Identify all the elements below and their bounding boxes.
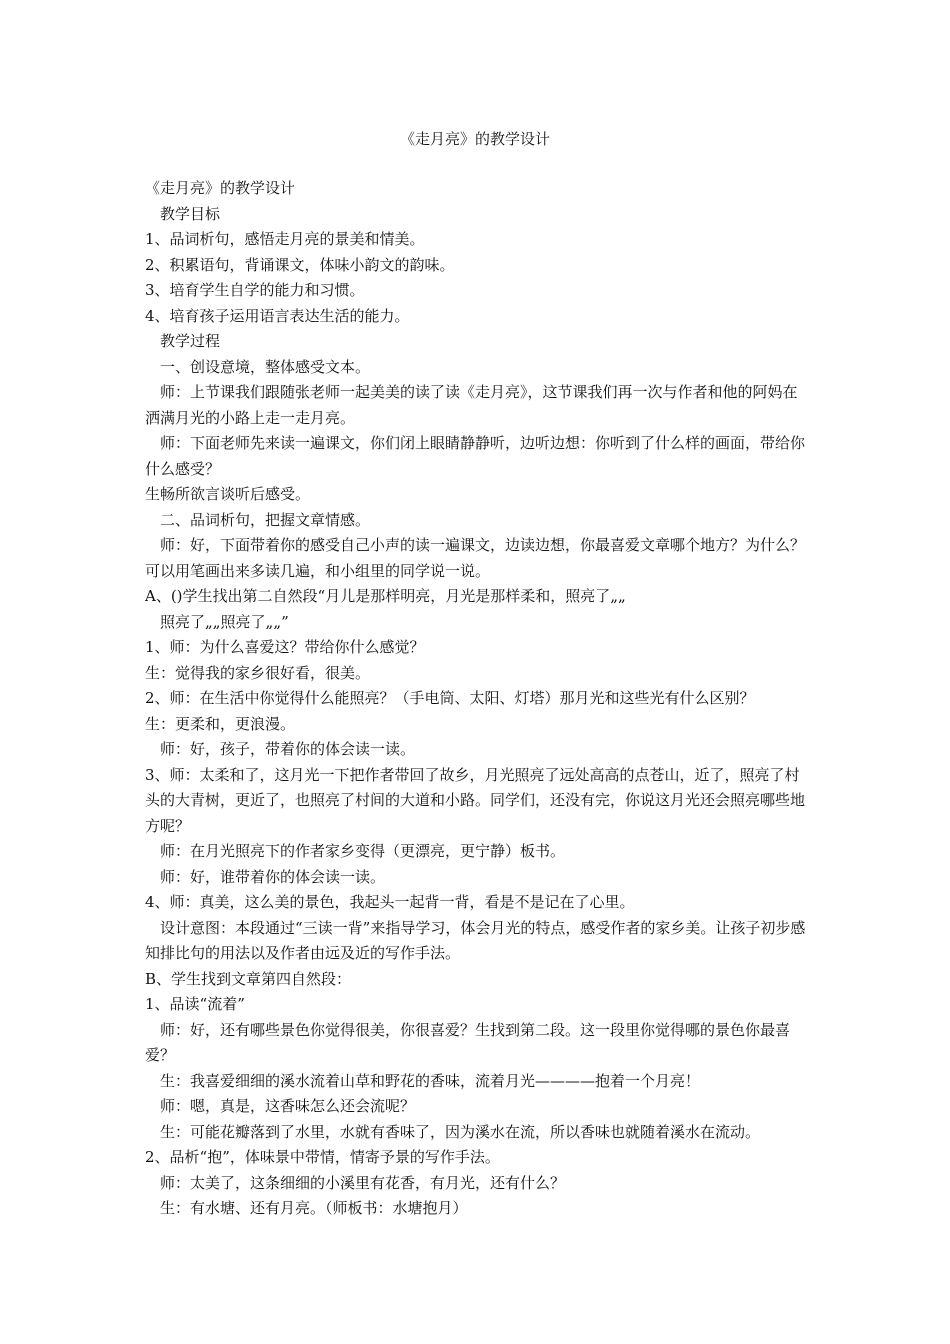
page-title: 《走月亮》的教学设计 (399, 130, 550, 148)
paragraph: 师：太美了，这条细细的小溪里有花香，有月光，还有什么？ (160, 1173, 566, 1192)
paragraph: 师：上节课我们跟随张老师一起美美的读了读《走月亮》，这节课我们再一次与作者和他的阿妈在洒满月光的小路上走一走月亮。 (145, 383, 798, 427)
paragraph: 1、品词析句，感悟走月亮的景美和情美。 (145, 230, 425, 248)
paragraph: 4、培育孩子运用语言表达生活的能力。 (145, 306, 410, 325)
paragraph: 师：在月光照亮下的作者家乡变得（更漂亮，更宁静）板书。 (160, 842, 566, 860)
paragraph: 师：嗯，真是，这香味怎么还会流呢？ (160, 1097, 416, 1115)
paragraph: B、学生找到文章第四自然段： (145, 969, 352, 988)
paragraph: 师：好，谁带着你的体会读一读。 (160, 867, 386, 886)
paragraph: 2、积累语句，背诵课文，体味小韵文的韵味。 (145, 255, 455, 274)
paragraph: 1、师：为什么喜爱这？带给你什么感觉？ (145, 638, 425, 656)
paragraph: 生：可能花瓣落到了水里，水就有香味了，因为溪水在流，所以香味也就随着溪水在流动。 (160, 1122, 761, 1141)
document-body (145, 176, 807, 1222)
paragraph: 《走月亮》的教学设计 (145, 179, 296, 197)
paragraph: 生：觉得我的家乡很好看，很美。 (145, 663, 371, 682)
paragraph: 2、品析“抱”，体味景中带情，情寄予景的写作手法。 (145, 1148, 500, 1166)
paragraph: 一、创设意境，整体感受文本。 (160, 357, 371, 376)
paragraph: 生畅所欲言谈听后感受。 (145, 485, 311, 503)
paragraph: 1、品读“流着” (145, 995, 245, 1013)
paragraph: 生：有水塘、还有月亮。（师板书：水塘抱月） (160, 1199, 468, 1217)
paragraph: 师：好，下面带着你的感受自己小声的读一遍课文，边读边想，你最喜爱文章哪个地方？为什么？可以用笔画出来多读几遍，和小组里的同学说一说。 (145, 536, 806, 580)
paragraph: 4、师：真美，这么美的景色，我起头一起背一背，看是不是记在了心里。 (145, 893, 635, 911)
paragraph: 3、师：太柔和了，这月光一下把作者带回了故乡，月光照亮了远处高高的点苍山，近了，照亮了村头的大青树，更近了，也照亮了村间的大道和小路。同学们，还没有完，你说这月光还会照亮哪些地方呢？ (145, 765, 806, 835)
paragraph: 生：我喜爱细细的溪水流着山草和野花的香味，流着月光————抱着一个月亮！ (160, 1071, 701, 1090)
paragraph: 教学目标 (160, 204, 221, 223)
paragraph: 2、师：在生活中你觉得什么能照亮？（手电筒、太阳、灯塔）那月光和这些光有什么区别？ (145, 689, 755, 707)
paragraph: 生：更柔和，更浪漫。 (145, 714, 296, 733)
paragraph: 师：下面老师先来读一遍课文，你们闭上眼睛静静听，边听边想：你听到了什么样的画面，带给你什么感受？ (145, 434, 806, 478)
paragraph: 二、品词析句，把握文章情感。 (160, 510, 371, 529)
paragraph: A、()学生找出第二自然段“月儿是那样明亮，月光是那样柔和，照亮了„„ (145, 587, 626, 605)
paragraph: 3、培育学生自学的能力和习惯。 (145, 281, 365, 299)
paragraph: 师：好，还有哪些景色你觉得很美，你很喜爱？生找到第二段。这一段里你觉得哪的景色你最喜爱？ (145, 1020, 791, 1064)
paragraph: 照亮了„„照亮了„„” (160, 612, 289, 631)
paragraph: 教学过程 (160, 332, 221, 350)
paragraph: 师：好，孩子，带着你的体会读一读。 (160, 740, 416, 758)
paragraph: 设计意图：本段通过“三读一背”来指导学习，体会月光的特点，感受作者的家乡美。让孩子初步感知排比句的用法以及作者由远及近的写作手法。 (145, 918, 806, 962)
